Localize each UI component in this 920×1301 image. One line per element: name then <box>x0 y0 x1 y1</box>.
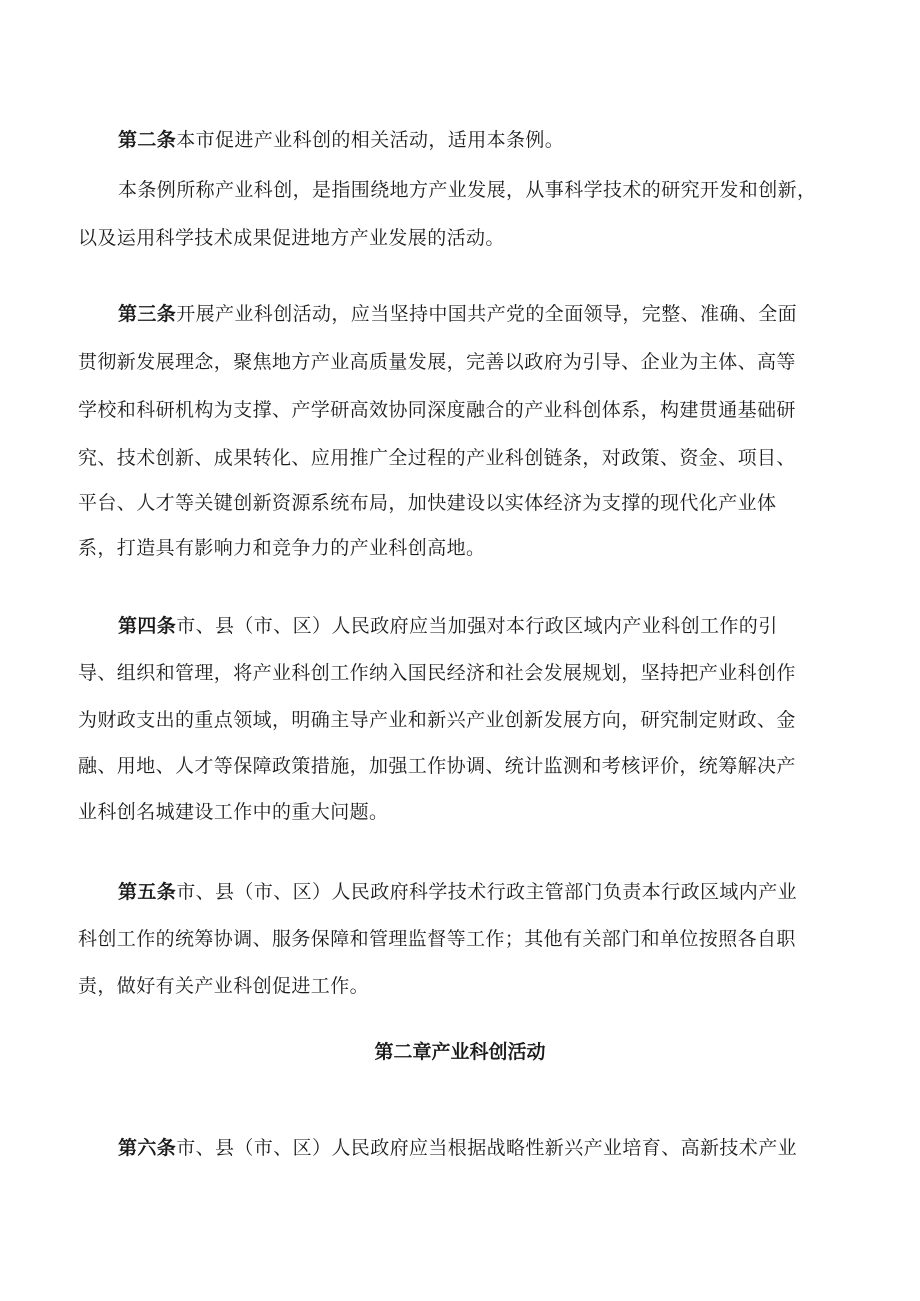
article-text: 业科创名城建设工作中的重大问题。 <box>78 801 389 823</box>
article-3-line-2 <box>78 350 796 374</box>
article-2-line-1 <box>118 128 564 152</box>
article-4-line-3 <box>78 708 796 732</box>
article-5-line-3 <box>78 974 369 998</box>
article-4-line-1 <box>118 614 778 638</box>
article-text: 学校和科研机构为支撑、产学研高效协同深度融合的产业科创体系，构建贯通基础研 <box>78 399 796 421</box>
article-4-line-4 <box>78 754 796 778</box>
article-6-line-1 <box>118 1136 797 1160</box>
article-number: 第四条 <box>118 615 177 637</box>
article-2-paragraph-2-line-2 <box>78 226 505 250</box>
article-2-paragraph-2-line-1 <box>118 178 816 202</box>
article-text: 融、用地、人才等保障政策措施，加强工作协调、统计监测和考核评价，统筹解决产 <box>78 755 796 777</box>
article-text: 市、县（市、区）人民政府应当加强对本行政区域内产业科创工作的引 <box>176 615 778 637</box>
article-5-line-2 <box>78 927 796 951</box>
article-text: 以及运用科学技术成果促进地方产业发展的活动。 <box>78 227 505 249</box>
article-4-line-5 <box>78 800 388 824</box>
article-number: 第二条 <box>118 129 177 151</box>
article-3-line-5 <box>78 491 776 515</box>
article-3-line-3 <box>78 398 796 422</box>
article-number: 第三条 <box>118 303 177 325</box>
article-text: 贯彻新发展理念，聚焦地方产业高质量发展，完善以政府为引导、企业为主体、高等 <box>78 351 796 373</box>
article-3-line-4 <box>78 446 796 470</box>
article-4-line-2 <box>78 661 796 685</box>
chapter-heading: 第二章产业科创活动 <box>374 1041 546 1063</box>
article-text: 科创工作的统筹协调、服务保障和管理监督等工作；其他有关部门和单位按照各自职 <box>78 928 796 950</box>
article-text: 为财政支出的重点领域，明确主导产业和新兴产业创新发展方向，研究制定财政、金 <box>78 709 796 731</box>
article-number: 第六条 <box>118 1137 177 1159</box>
article-text: 究、技术创新、成果转化、应用推广全过程的产业科创链条，对政策、资金、项目、 <box>78 447 796 469</box>
article-text: 本条例所称产业科创，是指围绕地方产业发展，从事科学技术的研究开发和创新， <box>118 179 817 201</box>
article-3-line-6 <box>78 536 485 560</box>
article-text: 开展产业科创活动，应当坚持中国共产党的全面领导，完整、准确、全面 <box>176 303 798 325</box>
article-5-line-1 <box>118 880 797 904</box>
article-text: 导、组织和管理，将产业科创工作纳入国民经济和社会发展规划，坚持把产业科创作 <box>78 662 796 684</box>
article-number: 第五条 <box>118 881 177 903</box>
article-text: 市、县（市、区）人民政府应当根据战略性新兴产业培育、高新技术产业 <box>176 1137 798 1159</box>
article-text: 本市促进产业科创的相关活动，适用本条例。 <box>176 129 565 151</box>
article-3-line-1 <box>118 302 797 326</box>
article-text: 责，做好有关产业科创促进工作。 <box>78 975 370 997</box>
article-text: 平台、人才等关键创新资源系统布局，加快建设以实体经济为支撑的现代化产业体 <box>78 492 777 514</box>
article-text: 市、县（市、区）人民政府科学技术行政主管部门负责本行政区域内产业 <box>176 881 798 903</box>
article-text: 系，打造具有影响力和竞争力的产业科创高地。 <box>78 537 486 559</box>
